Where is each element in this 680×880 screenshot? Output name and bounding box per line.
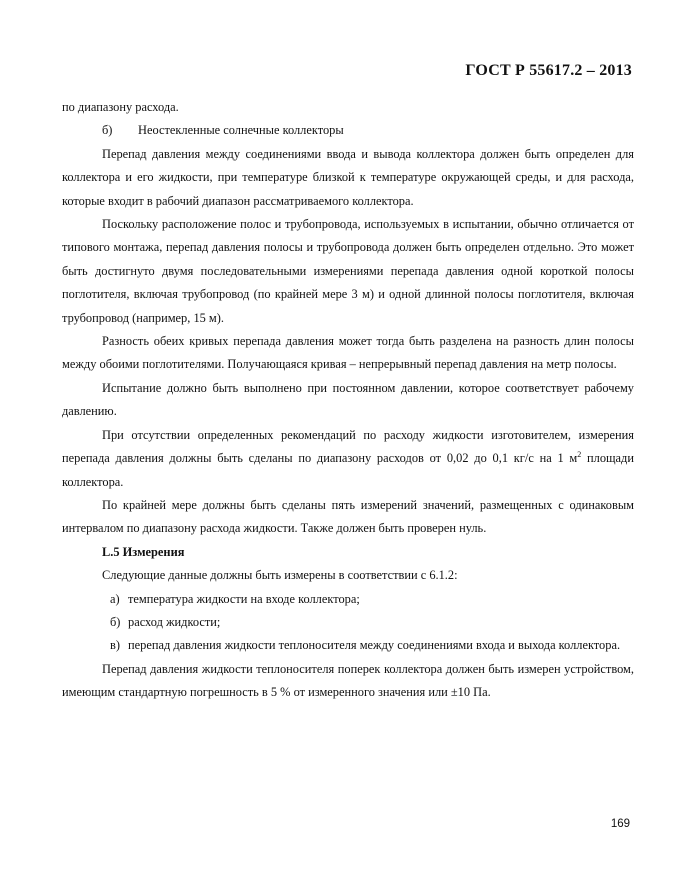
list-marker: б) <box>102 123 113 138</box>
paragraph: Перепад давления жидкости теплоносителя поперек коллектора должен быть измерен устройством, имеющим стандартную погрешность в 5 % от измеренного значения или ±10 Па. <box>62 661 634 700</box>
list-item-text: Неостекленные солнечные коллекторы <box>138 123 344 138</box>
list-item-b <box>62 119 634 142</box>
paragraph: по диапазону расхода. <box>62 100 179 114</box>
page-number: 169 <box>610 818 630 830</box>
list-marker: в) <box>110 638 120 653</box>
list-item-text: перепад давления жидкости теплоносителя между соединениями входа и выхода коллектора. <box>128 638 621 653</box>
paragraph: По крайней мере должны быть сделаны пять измерений значений, размещенных с одинаковым интервалом по диапазону расхода жидкости. Также должен быть проверен нуль. <box>62 497 634 536</box>
superscript: 2 <box>577 449 582 459</box>
paragraph <box>62 424 634 494</box>
paragraph: Следующие данные должны быть измерены в соответствии с 6.1.2: <box>102 568 458 583</box>
document-body <box>62 96 634 705</box>
standard-header: ГОСТ Р 55617.2 – 2013 <box>465 62 632 79</box>
paragraph-text: При отсутствии определенных рекомендаций по расходу жидкости изготовителем, измерения перепада давления должны быть сделаны по диапазону расходов от 0,02 до 0,1 кг/с на 1 м <box>62 427 634 466</box>
list-item <box>62 611 634 634</box>
paragraph: Разность обеих кривых перепада давления может тогда быть разделена на разность длин полосы между обоими поглотителями. Получающаяся кривая – непрерывный перепад давления на метр полосы. <box>62 334 634 372</box>
section-heading: L.5 Измерения <box>102 544 185 559</box>
list-item-text: расход жидкости; <box>128 614 221 629</box>
paragraph: Испытание должно быть выполнено при постоянном давлении, которое соответствует рабочему давлению. <box>62 380 634 419</box>
paragraph-text: площади коллектора. <box>62 451 634 489</box>
list-item <box>62 588 634 611</box>
paragraph: Поскольку расположение полос и трубопровода, используемых в испытании, обычно отличается от типового монтажа, перепад давления полосы и трубопровода должен быть определен отдельно. Это может быть достигнуто двумя последовательными измерениями перепада давления одной короткой полосы поглотителя, включая трубопровод (по крайней мере 3 м) и одной длинной полосы поглотителя, включая трубопровод (например, 15 м). <box>62 217 634 325</box>
list-item-text: температура жидкости на входе коллектора; <box>128 591 360 606</box>
list-marker: б) <box>110 614 121 629</box>
list-item <box>62 634 634 657</box>
paragraph: Перепад давления между соединениями ввода и вывода коллектора должен быть определен для коллектора и его жидкости, при температуре близкой к температуре окружающей среды, и для расхода, которые входит в рабочий диапазон рассматриваемого коллектора. <box>62 146 634 208</box>
list-marker: а) <box>110 591 120 606</box>
